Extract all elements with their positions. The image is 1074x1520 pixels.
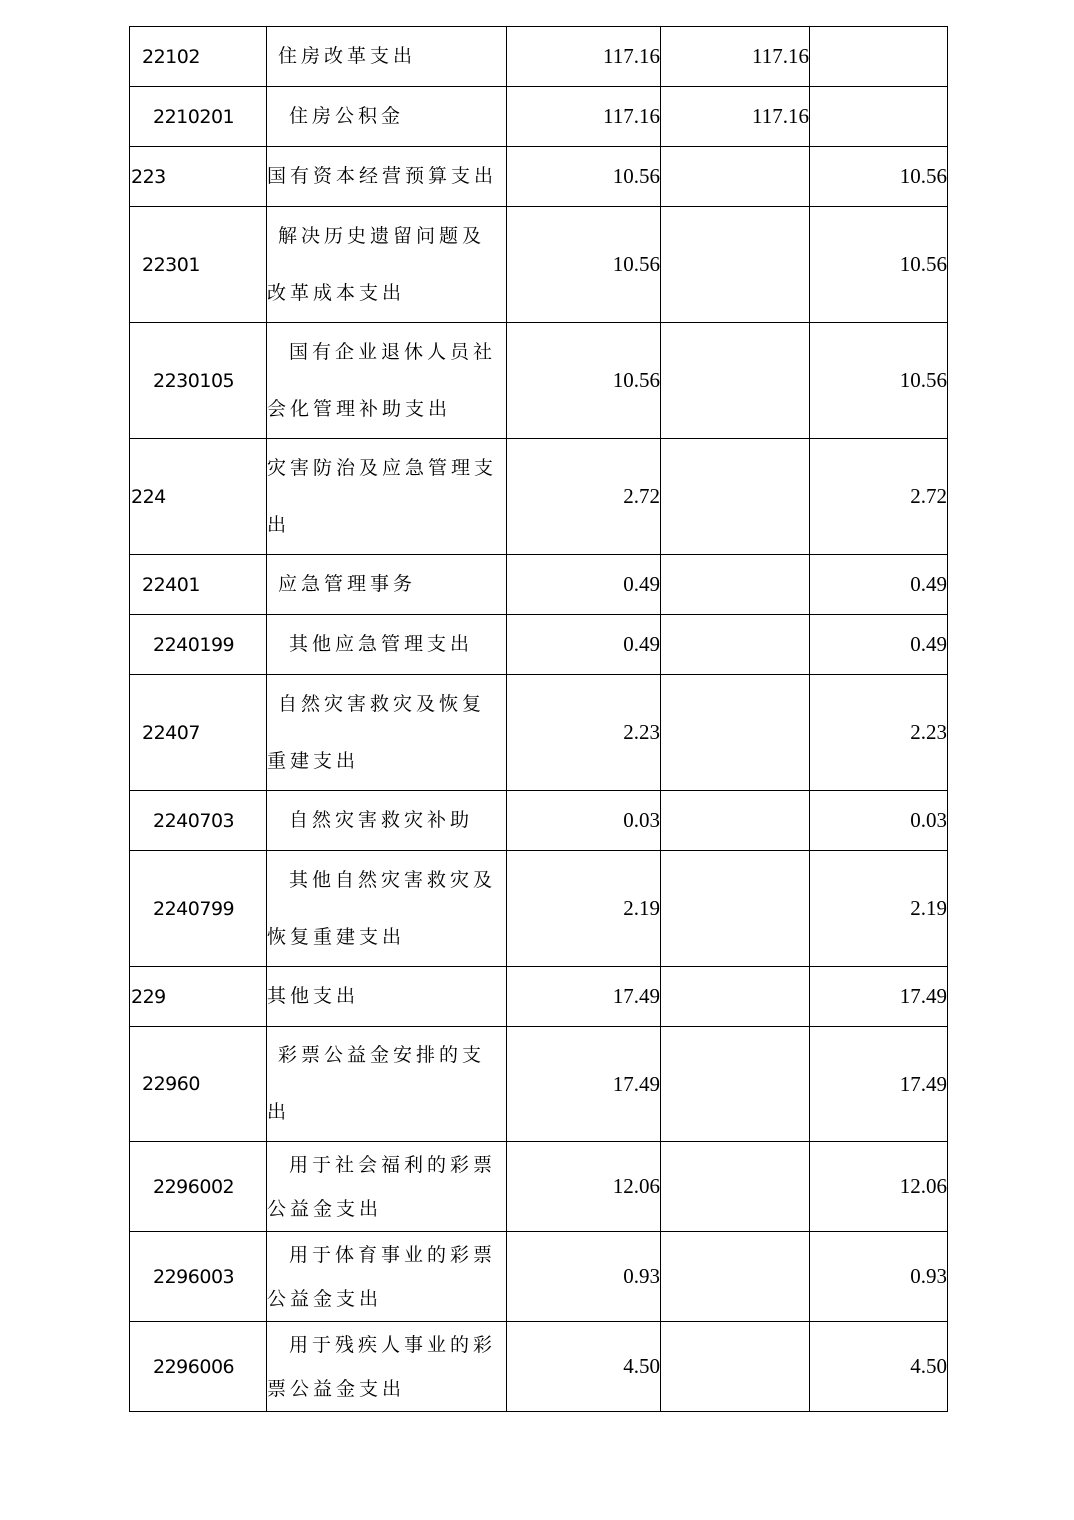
- total-amount: 17.49: [507, 967, 661, 1027]
- table-row: [130, 87, 948, 147]
- total-amount: 0.93: [507, 1232, 661, 1322]
- general-amount: [661, 851, 810, 967]
- table-row: [130, 1142, 948, 1232]
- subject-code: 22102: [130, 27, 267, 87]
- subject-name: 其他自然灾害救灾及恢复重建支出: [267, 851, 507, 967]
- subject-name: 应急管理事务: [267, 555, 507, 615]
- other-amount: [810, 27, 948, 87]
- subject-code: 2296003: [130, 1232, 267, 1322]
- total-amount: 4.50: [507, 1322, 661, 1412]
- table-row: [130, 675, 948, 791]
- subject-code: 2296006: [130, 1322, 267, 1412]
- subject-name: 彩票公益金安排的支出: [267, 1027, 507, 1142]
- total-amount: 117.16: [507, 87, 661, 147]
- subject-code: 22401: [130, 555, 267, 615]
- subject-name: 其他支出: [267, 967, 507, 1027]
- table-row: [130, 1027, 948, 1142]
- general-amount: [661, 439, 810, 555]
- other-amount: 10.56: [810, 147, 948, 207]
- subject-name: 用于残疾人事业的彩票公益金支出: [267, 1322, 507, 1412]
- table-row: [130, 27, 948, 87]
- other-amount: 2.23: [810, 675, 948, 791]
- subject-code: 2296002: [130, 1142, 267, 1232]
- other-amount: 2.19: [810, 851, 948, 967]
- subject-code: 229: [130, 967, 267, 1027]
- subject-code: 2240199: [130, 615, 267, 675]
- table-row: [130, 147, 948, 207]
- total-amount: 117.16: [507, 27, 661, 87]
- subject-name: 解决历史遗留问题及改革成本支出: [267, 207, 507, 323]
- other-amount: 4.50: [810, 1322, 948, 1412]
- general-amount: [661, 1142, 810, 1232]
- total-amount: 2.19: [507, 851, 661, 967]
- subject-name: 用于体育事业的彩票公益金支出: [267, 1232, 507, 1322]
- table-row: [130, 207, 948, 323]
- general-amount: [661, 967, 810, 1027]
- general-amount: [661, 791, 810, 851]
- total-amount: 10.56: [507, 147, 661, 207]
- subject-name: 灾害防治及应急管理支出: [267, 439, 507, 555]
- table-row: [130, 791, 948, 851]
- general-amount: [661, 675, 810, 791]
- subject-name: 用于社会福利的彩票公益金支出: [267, 1142, 507, 1232]
- table-row: [130, 323, 948, 439]
- subject-code: 22407: [130, 675, 267, 791]
- general-amount: [661, 1027, 810, 1142]
- other-amount: 0.03: [810, 791, 948, 851]
- general-amount: 117.16: [661, 27, 810, 87]
- subject-name: 住房改革支出: [267, 27, 507, 87]
- subject-name: 其他应急管理支出: [267, 615, 507, 675]
- table-row: [130, 555, 948, 615]
- subject-name: 国有企业退休人员社会化管理补助支出: [267, 323, 507, 439]
- subject-name: 住房公积金: [267, 87, 507, 147]
- total-amount: 12.06: [507, 1142, 661, 1232]
- total-amount: 10.56: [507, 323, 661, 439]
- subject-code: 22301: [130, 207, 267, 323]
- general-amount: [661, 323, 810, 439]
- total-amount: 0.49: [507, 615, 661, 675]
- subject-code: 224: [130, 439, 267, 555]
- general-amount: [661, 555, 810, 615]
- other-amount: 0.49: [810, 555, 948, 615]
- table-row: [130, 967, 948, 1027]
- table-row: [130, 1232, 948, 1322]
- other-amount: [810, 87, 948, 147]
- table-row: [130, 615, 948, 675]
- general-amount: [661, 207, 810, 323]
- general-amount: 117.16: [661, 87, 810, 147]
- table-row: [130, 439, 948, 555]
- other-amount: 0.49: [810, 615, 948, 675]
- subject-name: 国有资本经营预算支出: [267, 147, 507, 207]
- general-amount: [661, 1322, 810, 1412]
- other-amount: 10.56: [810, 323, 948, 439]
- subject-code: 223: [130, 147, 267, 207]
- subject-name: 自然灾害救灾补助: [267, 791, 507, 851]
- other-amount: 0.93: [810, 1232, 948, 1322]
- table-row: [130, 851, 948, 967]
- total-amount: 0.49: [507, 555, 661, 615]
- other-amount: 17.49: [810, 1027, 948, 1142]
- total-amount: 17.49: [507, 1027, 661, 1142]
- subject-code: 22960: [130, 1027, 267, 1142]
- subject-code: 2210201: [130, 87, 267, 147]
- other-amount: 10.56: [810, 207, 948, 323]
- expenditure-table: [129, 26, 948, 1412]
- other-amount: 2.72: [810, 439, 948, 555]
- subject-name: 自然灾害救灾及恢复重建支出: [267, 675, 507, 791]
- total-amount: 2.23: [507, 675, 661, 791]
- general-amount: [661, 147, 810, 207]
- subject-code: 2240703: [130, 791, 267, 851]
- table-row: [130, 1322, 948, 1412]
- general-amount: [661, 615, 810, 675]
- other-amount: 12.06: [810, 1142, 948, 1232]
- total-amount: 10.56: [507, 207, 661, 323]
- other-amount: 17.49: [810, 967, 948, 1027]
- subject-code: 2230105: [130, 323, 267, 439]
- subject-code: 2240799: [130, 851, 267, 967]
- general-amount: [661, 1232, 810, 1322]
- total-amount: 2.72: [507, 439, 661, 555]
- total-amount: 0.03: [507, 791, 661, 851]
